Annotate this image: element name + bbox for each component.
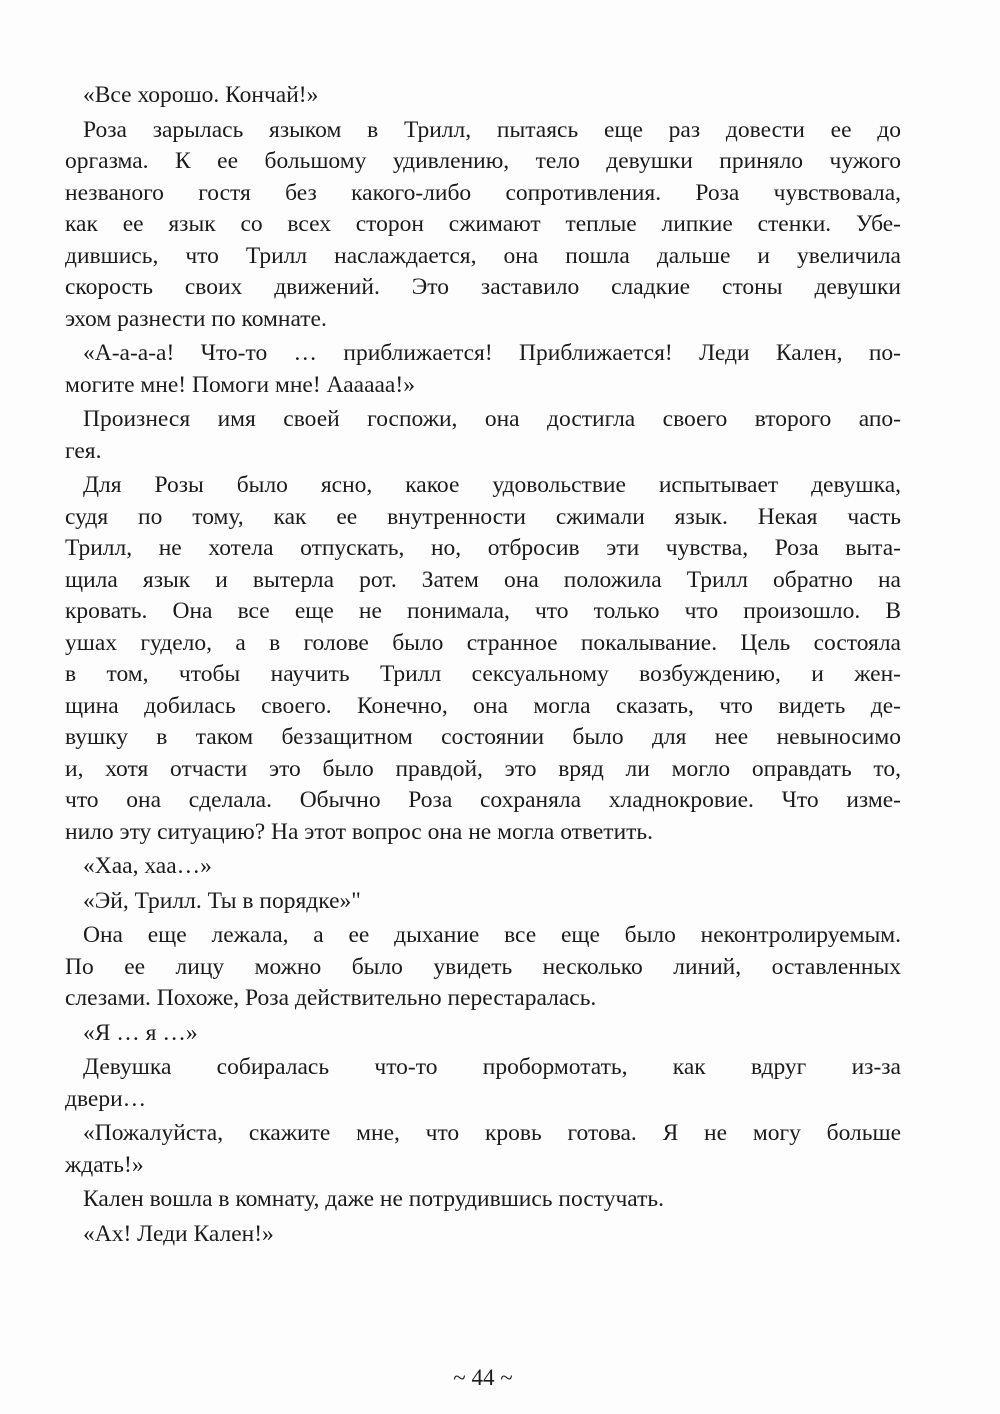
text-line: двери… <box>65 1085 147 1112</box>
text-line: эхом разнести по комнате. <box>65 305 327 332</box>
text-line: «Хаа, хаа…» <box>83 853 212 879</box>
text-line: щила язык и вытерла рот. Затем она положила Трилл обратно на <box>65 566 901 593</box>
text-line: По ее лицу можно было увидеть несколько линий, оставленных <box>65 953 901 980</box>
text-line: «Пожалуйста, скажите мне, что кровь готова. Я не могу больше <box>83 1120 901 1146</box>
text-line: Девушка собиралась что-то пробормотать, как вдруг из-за <box>83 1054 901 1080</box>
paragraph-3 <box>65 338 901 401</box>
text-line: нило эту ситуацию? На этот вопрос она не могла ответить. <box>65 818 654 845</box>
text-line: «Ах! Леди Кален!» <box>83 1220 274 1247</box>
text-line: судя по тому, как ее внутренности сжимали язык. Некая часть <box>65 503 901 530</box>
paragraph-10 <box>65 1052 901 1115</box>
paragraph-7 <box>65 886 901 918</box>
page-number: ~ 44 ~ <box>453 1365 513 1390</box>
paragraph-12 <box>65 1184 901 1216</box>
paragraph-2 <box>65 115 901 336</box>
page-text <box>65 80 901 1253</box>
text-line: «Эй, Трилл. Ты в порядке»" <box>83 887 361 914</box>
paragraph-5 <box>65 470 901 848</box>
text-line: вушку в таком беззащитном состоянии было для нее невыносимо <box>65 724 901 750</box>
text-line: что она сделала. Обычно Роза сохраняла хладнокровие. Что изме- <box>65 787 901 813</box>
paragraph-13 <box>65 1219 901 1251</box>
text-line: в том, чтобы научить Трилл сексуальному возбуждению, и жен- <box>65 661 901 687</box>
text-line: ждать!» <box>65 1151 144 1178</box>
text-line: Для Розы было ясно, какое удовольствие испытывает девушка, <box>83 472 901 498</box>
text-line: Кален вошла в комнату, даже не потрудившись постучать. <box>83 1186 664 1212</box>
text-line: дившись, что Трилл наслаждается, она пошла дальше и увеличила <box>65 242 901 269</box>
text-line: и, хотя отчасти это было правдой, это вряд ли могло оправдать то, <box>65 755 901 782</box>
text-line: могите мне! Помоги мне! Аааааа!» <box>65 371 415 398</box>
paragraph-6 <box>65 851 901 883</box>
paragraph-4 <box>65 404 901 467</box>
paragraph-8 <box>65 920 901 1015</box>
text-line: ушах гудело, а в голове было странное покалывание. Цель состояла <box>65 629 901 656</box>
text-line: скорость своих движений. Это заставило сладкие стоны девушки <box>65 274 901 300</box>
text-line: незваного гостя без какого-либо сопротивления. Роза чувствовала, <box>65 179 901 206</box>
text-line: Произнеся имя своей госпожи, она достигла своего второго апо- <box>83 406 901 432</box>
text-line: «А-а-а-а! Что-то … приближается! Приближается! Леди Кален, по- <box>83 340 901 366</box>
paragraph-9 <box>65 1018 901 1050</box>
text-line: как ее язык со всех сторон сжимают теплые липкие стенки. Убе- <box>65 211 901 237</box>
text-line: щина добилась своего. Конечно, она могла сказать, что видеть де- <box>65 692 901 719</box>
text-line: слезами. Похоже, Роза действительно перестаралась. <box>65 985 597 1011</box>
text-line: оргазма. К ее большому удивлению, тело девушки приняло чужого <box>65 148 901 174</box>
text-line: «Все хорошо. Кончай!» <box>83 82 319 108</box>
text-line: Роза зарылась языком в Трилл, пытаясь еще раз довести ее до <box>83 116 901 143</box>
text-line: Она еще лежала, а ее дыхание все еще было неконтролируемым. <box>83 922 901 948</box>
text-line: Трилл, не хотела отпускать, но, отбросив эти чувства, Роза выта- <box>65 535 901 561</box>
text-line: гея. <box>65 437 102 464</box>
text-line: «Я … я …» <box>83 1019 198 1046</box>
text-line: кровать. Она все еще не понимала, что только что произошло. В <box>65 598 901 624</box>
paragraph-1 <box>65 80 901 112</box>
paragraph-11 <box>65 1118 901 1181</box>
